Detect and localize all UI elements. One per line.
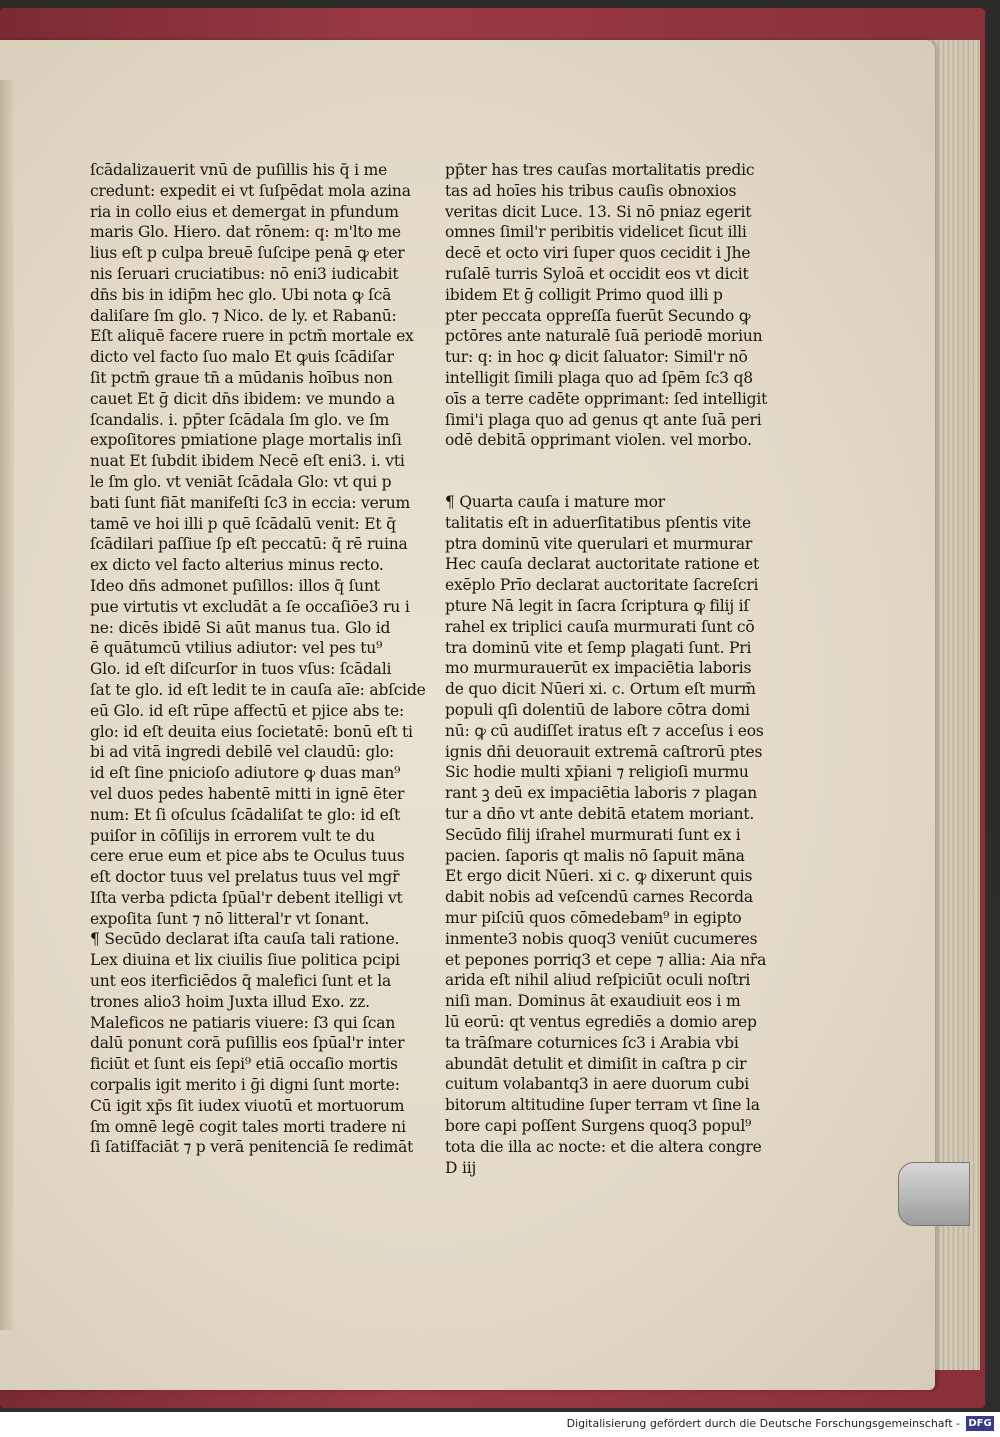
text-line: unt eos iterficiēdos q̄ malefici ſunt et la xyxy=(90,972,392,991)
text-line: arida eſt nihil aliud reſpiciūt oculi noſtri xyxy=(445,971,751,990)
text-line: niſi man. Dominus āt exaudiuit eos i m xyxy=(445,992,741,1011)
footer-credit: Digitalisierung gefördert durch die Deutsche Forschungsgemeinschaft - xyxy=(566,1417,960,1430)
dfg-logo: DFG xyxy=(966,1416,994,1431)
text-line: credunt: expedit ei vt ſuſpēdat mola azina xyxy=(90,181,411,200)
page-tab-marker xyxy=(898,1162,970,1226)
text-line: tota die illa ac nocte: et die altera congre xyxy=(445,1137,762,1156)
text-line: ſi ſatiſfaciāt ⁊ p verā penitenciā ſe redimāt xyxy=(90,1138,414,1157)
text-line: oīs a terre cadēte opprimant: ſed intelligit xyxy=(445,389,768,408)
previous-page-edge xyxy=(0,80,14,1330)
text-line: dn̄s bis in idip̄m hec glo. Ubi nota ꝙ ſcā xyxy=(90,285,392,304)
text-line: Lex diuina et lix ciuilis ſiue politica pcipi xyxy=(90,951,400,970)
text-line: ne: dicēs ibidē Si aūt manus tua. Glo id xyxy=(90,618,391,637)
text-line: id eſt ſine pnicioſo adiutore ꝙ duas man⁹ xyxy=(90,764,401,783)
text-line: le ſm glo. vt veniāt ſcādala Glo: vt qui p xyxy=(90,472,392,491)
text-line: Iſta verba pdicta ſpūal'r debent itelligi vt xyxy=(90,888,403,907)
text-line: ſm omnē legē cogit tales morti tradere ni xyxy=(90,1117,406,1136)
text-line: cuitum volabantq3 in aere duorum cubi xyxy=(445,1075,750,1094)
text-line: pctōres ante naturalē ſuā periodē moriun xyxy=(445,327,763,346)
text-line: pp̄ter has tres cauſas mortalitatis predic xyxy=(445,161,755,179)
text-line: ex dicto vel facto alterius minus recto. xyxy=(90,556,384,575)
text-line: nū: ꝙ cū audiſſet iratus eſt ⁊ acceſus i eos xyxy=(445,721,764,740)
text-line: bitorum altitudine ſuper terram vt ſine la xyxy=(445,1096,760,1115)
text-line: Hec cauſa declarat auctoritate ratione et xyxy=(445,555,759,574)
text-line: Cū igit xp̄s ſit iudex viuotū et mortuorum xyxy=(90,1096,405,1115)
text-line: Maleficos ne patiaris viuere: ſ3 qui ſcan xyxy=(90,1013,396,1032)
text-line: ſcandalis. i. pp̄ter ſcādala ſm glo. ve ſm xyxy=(90,410,390,429)
text-line: Sic hodie multi xp̄iani ⁊ religioſi murmu xyxy=(445,763,749,782)
text-line: tas ad hoīes his tribus cauſis obnoxios xyxy=(445,181,737,200)
text-line: ē quātumcū vtilius adiutor: vel pes tu⁹ xyxy=(90,639,383,658)
text-line: tra dominū vite et ſemp plagati ſunt. Pri xyxy=(445,638,752,657)
text-line: cere erue eum et pice abs te Oculus tuus xyxy=(90,847,405,866)
text-line: Eſt aliquē facere ruere in pctm̄ mortale ex xyxy=(90,327,414,346)
text-line: tur a dn̄o vt ante debitā etatem moriant. xyxy=(445,804,755,823)
text-line: populi qſi dolentiū de labore cōtra domi xyxy=(445,700,750,719)
text-line: abundāt detulit et dimiſit in caſtra p cir xyxy=(445,1054,747,1073)
text-line: nuat Et ſubdit ibidem Necē eſt eni3. i. vti xyxy=(90,452,405,471)
text-line: ibidem Et ḡ colligit Primo quod illi p xyxy=(445,285,723,304)
text-line: tur: q: in hoc ꝙ dicit ſaluator: Simil'r nō xyxy=(445,348,748,367)
right-text-column-top xyxy=(445,160,790,451)
text-line: ria in collo eius et demergat in pfundum xyxy=(90,202,399,221)
text-line: ptra dominū vite querulari et murmurar xyxy=(445,534,753,553)
text-line: trones alio3 hoim Juxta illud Exo. zz. xyxy=(90,992,370,1011)
right-text-column-bottom xyxy=(445,492,790,1178)
text-line: lius eſt p culpa breuē ſuſcipe penā ꝙ eter xyxy=(90,244,405,263)
text-line: cauet Et ḡ dicit dn̄s ibidem: ve mundo a xyxy=(90,389,395,408)
text-line: ſimi'i plaga quo ad genus qt ante ſuā peri xyxy=(445,410,762,429)
text-line: ignis dn̄i deuorauit extremā caſtrorū ptes xyxy=(445,742,763,761)
text-line: corpalis igit merito i ḡi digni ſunt morte: xyxy=(90,1076,400,1095)
text-line: ſat te glo. id eſt ledit te in cauſa aīe: abſcide xyxy=(90,680,426,699)
text-line: omnes ſimil'r peribitis videlicet ſicut illi xyxy=(445,223,747,242)
text-line: de quo dicit Nūeri xi. c. Ortum eſt murm̄ xyxy=(445,680,756,699)
text-line: eū Glo. id eſt rūpe affectū et pjice abs te: xyxy=(90,701,404,720)
text-line: et pepones porriq3 et cepe ⁊ allia: Aia nr̄a xyxy=(445,950,767,969)
text-line: veritas dicit Luce. 13. Si nō pniaz egerit xyxy=(445,202,752,221)
text-line: maris Glo. Hiero. dat rōnem: q: m'lto me xyxy=(90,223,401,242)
text-line: daliſare ſm glo. ⁊ Nico. de ly. et Rabanū: xyxy=(90,306,397,325)
text-line: dicto vel facto ſuo malo Et ꝙuis ſcādiſar xyxy=(90,348,394,367)
text-line: dalū ponunt corā puſillis eos ſpūal'r inter xyxy=(90,1034,405,1053)
text-line: ſcādalizauerit vnū de puſillis his q̄ i me xyxy=(90,161,388,179)
text-line: puiſor in cōſilijs in errorem vult te du xyxy=(90,826,375,845)
text-line: dabit nobis ad veſcendū carnes Recorda xyxy=(445,888,753,907)
text-line: inmente3 nobis quoq3 veniūt cucumeres xyxy=(445,929,758,948)
text-line: pue virtutis vt excludāt a ſe occaſiōe3 ru i xyxy=(90,597,410,616)
text-line: decē et octo viri ſuper quos cecidit i Jhe xyxy=(445,244,751,263)
text-line: D iij xyxy=(445,1158,477,1177)
text-line: Ideo dn̄s admonet puſillos: illos q̄ ſunt xyxy=(90,576,380,595)
text-line: pter peccata oppreſſa fuerūt Secundo ꝙ xyxy=(445,306,751,325)
text-line: pture Nā legit in ſacra ſcriptura ꝙ filij iſ xyxy=(445,596,749,615)
text-line: Et ergo dicit Nūeri. xi c. ꝙ dixerunt quis xyxy=(445,867,753,886)
text-line: tamē ve hoi illi p quē ſcādalū venit: Et q̄ xyxy=(90,514,396,533)
text-line: odē debitā opprimant violen. vel morbo. xyxy=(445,431,752,450)
text-line: intelligit ſimili plaga quo ad ſpēm ſc3 q8 xyxy=(445,368,753,387)
text-line: ſcādilari paſſiue ſp eſt peccatū: q̄ rē ruina xyxy=(90,535,408,554)
text-line: bi ad vitā ingredi debilē vel claudū: glo: xyxy=(90,743,395,762)
text-line: eſt doctor tuus vel prelatus tuus vel mgr̄ xyxy=(90,868,400,887)
text-line: vel duos pedes habentē mitti in ignē ēter xyxy=(90,784,405,803)
left-text-column xyxy=(90,160,435,1158)
text-line: num: Et ſi oſculus ſcādaliſat te glo: id eſt xyxy=(90,805,401,824)
text-line: glo: id eſt deuita eius ſocietatē: bonū eſt ti xyxy=(90,722,413,741)
text-line: Glo. id eſt diſcurſor in tuos vſus: ſcādali xyxy=(90,660,392,679)
text-line: lū eorū: qt ventus egrediēs a domio arep xyxy=(445,1012,757,1031)
text-line: bore capi poſſent Surgens quoq3 popul⁹ xyxy=(445,1116,752,1135)
text-line: rahel ex triplici cauſa murmurati ſunt cō xyxy=(445,617,755,636)
text-line: ſit pctm̄ graue tn̄ a mūdanis hoībus non xyxy=(90,368,393,387)
text-line: mur piſciū quos cōmedebam⁹ in egipto xyxy=(445,908,742,927)
text-line: talitatis eſt in aduerſitatibus pſentis vite xyxy=(445,513,751,532)
text-line: bati ſunt fiāt manifeſti ſc3 in eccia: verum xyxy=(90,493,411,512)
text-line: Secūdo filij iſrahel murmurati ſunt ex i xyxy=(445,825,741,844)
text-line: ficiūt et ſunt eis ſepi⁹ etiā occaſio mortis xyxy=(90,1055,398,1074)
text-line: exēplo Prīo declarat auctoritate ſacreſcri xyxy=(445,576,759,595)
text-line: expoſitores pmiatione plage mortalis inſi xyxy=(90,431,402,450)
text-line: nis ſeruari cruciatibus: nō eni3 iudicabit xyxy=(90,264,399,283)
text-line: rant ꝫ deū ex impaciētia laboris ⁊ plagan xyxy=(445,784,758,803)
text-line: ruſalē turris Syloā et occidit eos vt dicit xyxy=(445,264,749,283)
text-line: mo murmurauerūt ex impaciētia laboris xyxy=(445,659,752,678)
text-line: ¶ Quarta cauſa i mature mor xyxy=(445,493,665,511)
footer-bar xyxy=(0,1412,1000,1437)
text-line: ¶ Secūdo declarat iſta cauſa tali ratione. xyxy=(90,930,400,949)
text-line: ta trāſmare coturnices ſc3 i Arabia vbi xyxy=(445,1033,739,1052)
text-line: expoſita ſunt ⁊ nō litteral'r vt ſonant. xyxy=(90,909,370,928)
text-line: pacien. ſaporis qt malis nō ſapuit māna xyxy=(445,846,745,865)
